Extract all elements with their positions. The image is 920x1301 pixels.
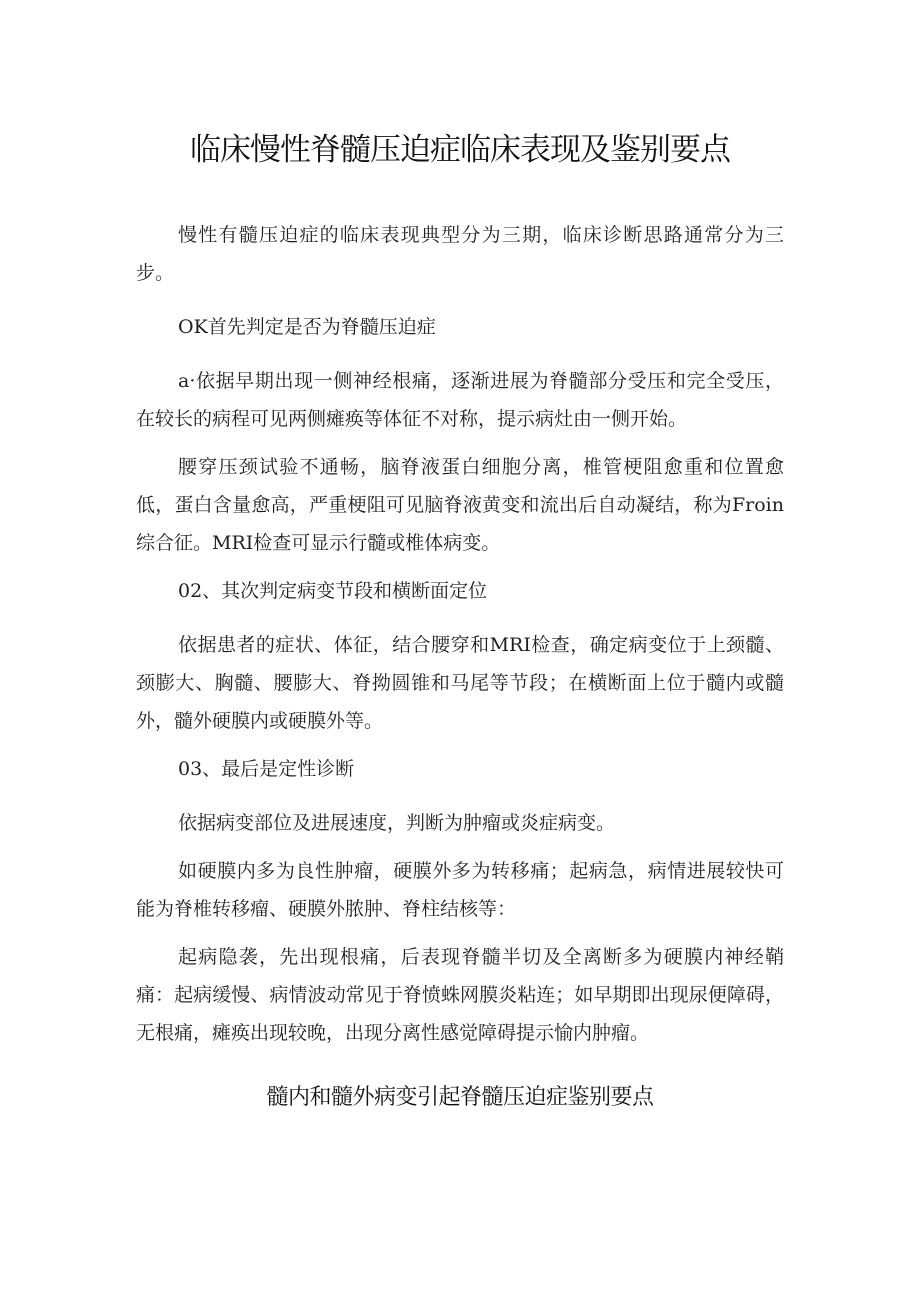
step-3-heading: 03、最后是定性诊断 xyxy=(178,758,355,780)
step-1-heading: OK首先判定是否为脊髓压迫症 xyxy=(178,316,436,338)
paragraph-qualitative: 依据病变部位及进展速度，判断为肿瘤或炎症病变。 xyxy=(178,812,616,834)
paragraph-lumbar-puncture: 腰穿压颈试验不通畅，脑脊液蛋白细胞分离，椎管梗阻愈重和位置愈低，蛋白含量愈高，严重梗阻可见脑脊液黄变和流出后自动凝结，称为Froin综合征。MRI检查可显示行髓或椎体病变。 xyxy=(136,456,784,554)
paragraph-dura-tumors: 如硬膜内多为良性肿瘤，硬膜外多为转移痛；起病急，病情进展较快可能为脊椎转移瘤、硬膜外脓肿、脊柱结核等： xyxy=(136,860,784,920)
section-title: 髓内和髓外病变引起脊髓压迫症鉴别要点 xyxy=(266,1085,654,1110)
paragraph-intro: 慢性有髓压迫症的临床表现典型分为三期，临床诊断思路通常分为三步。 xyxy=(136,224,784,284)
document-body xyxy=(136,216,784,1052)
paragraph-localization: 依据患者的症状、体征，结合腰穿和MRI检查，确定病变位于上颈髓、颈膨大、胸髓、腰膨大、脊拗圆锥和马尾等节段；在横断面上位于髓内或髓外，髓外硬膜内或硬膜外等。 xyxy=(136,634,784,732)
document-title: 临床慢性脊髓压迫症临床表现及鉴别要点 xyxy=(190,132,730,168)
paragraph-onset: 起病隐袭，先出现根痛，后表现脊髓半切及全离断多为硬膜内神经鞘痛：起病缓慢、病情波动常见于脊愤蛛网膜炎粘连；如早期即出现尿便障碍，无根痛，瘫痪出现较晚，出现分离性感觉障碍提示愉内肿瘤。 xyxy=(136,946,784,1044)
step-2-heading: 02、其次判定病变节段和横断面定位 xyxy=(178,580,488,602)
paragraph-root-pain: a·依据早期出现一侧神经根痛，逐渐进展为脊髓部分受压和完全受压，在较长的病程可见两侧瘫痪等体征不对称，提示病灶由一侧开始。 xyxy=(136,370,784,430)
